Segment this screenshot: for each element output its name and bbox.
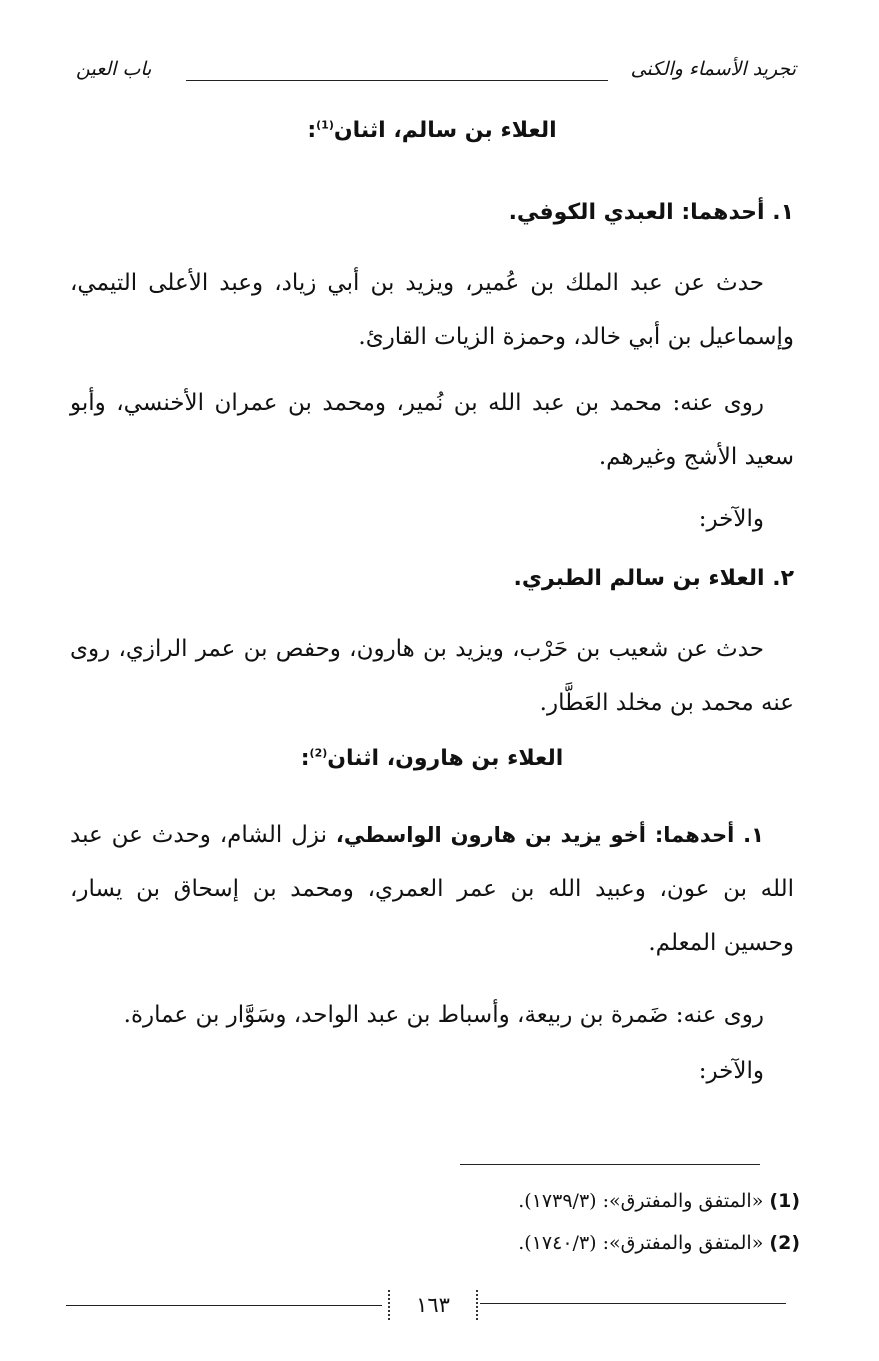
footer-rule-left bbox=[66, 1305, 382, 1306]
footnote-number: (1) bbox=[769, 1190, 800, 1212]
footnote-text: «المتفق والمفترق»: (١٧٣٩/٣). bbox=[518, 1190, 764, 1212]
entry-title: ٢. العلاء بن سالم الطبري. bbox=[513, 566, 794, 591]
heading-suffix: : bbox=[307, 118, 317, 143]
chapter-title: باب العين bbox=[76, 58, 152, 80]
page-number: ١٦٣ bbox=[388, 1290, 478, 1320]
section-heading-text: العلاء بن هارون، اثنان bbox=[327, 746, 564, 771]
running-header bbox=[76, 58, 796, 98]
paragraph-text: حدث عن عبد الملك بن عُمير، ويزيد بن أبي زياد، وعبد الأعلى التيمي، وإسماعيل بن أبي خالد، وحمزة الزيات القارئ. bbox=[70, 270, 794, 350]
footnotes bbox=[70, 1180, 800, 1264]
closing-label: والآخر: bbox=[698, 506, 764, 532]
footnote-ref: (1) bbox=[316, 118, 334, 132]
entry-title: ١. أحدهما: العبدي الكوفي. bbox=[508, 200, 794, 225]
closing-text bbox=[70, 1044, 794, 1098]
section-heading-text: العلاء بن سالم، اثنان bbox=[333, 118, 557, 143]
footer-rule-right bbox=[480, 1303, 786, 1304]
footnote-item bbox=[70, 1222, 800, 1264]
footnote-number: (2) bbox=[769, 1232, 800, 1254]
entry-paragraph bbox=[70, 808, 794, 970]
closing-text bbox=[70, 492, 794, 546]
paragraph-text: روى عنه: محمد بن عبد الله بن نُمير، ومحمد بن عمران الأخنسي، وأبو سعيد الأشج وغيرهم. bbox=[70, 390, 794, 470]
page-footer bbox=[66, 1290, 786, 1330]
closing-label: والآخر: bbox=[698, 1058, 764, 1084]
entry-paragraph bbox=[70, 376, 794, 484]
header-rule bbox=[186, 80, 608, 81]
entry-paragraph bbox=[70, 256, 794, 364]
paragraph-text: نزل الشام، وحدث عن عبد الله بن عون، وعبيد الله بن عمر العمري، ومحمد بن إسحاق بن يسار، وحسين المعلم. bbox=[70, 822, 794, 956]
entry-paragraph bbox=[70, 988, 794, 1042]
heading-suffix: : bbox=[300, 746, 310, 771]
footnote-item bbox=[70, 1180, 800, 1222]
paragraph-text: روى عنه: ضَمرة بن ربيعة، وأسباط بن عبد الواحد، وسَوَّار بن عمارة. bbox=[123, 1002, 764, 1028]
book-title: تجريد الأسماء والكنى bbox=[630, 58, 796, 80]
footnote-text: «المتفق والمفترق»: (١٧٤٠/٣). bbox=[518, 1232, 764, 1254]
footnote-rule bbox=[460, 1164, 760, 1165]
entry-title-inline: ١. أحدهما: أخو يزيد بن هارون الواسطي، bbox=[335, 823, 764, 847]
section-heading-1 bbox=[70, 118, 794, 143]
section-heading-2 bbox=[70, 746, 794, 771]
entry-paragraph bbox=[70, 622, 794, 730]
footnote-ref: (2) bbox=[309, 746, 328, 760]
paragraph-text: حدث عن شعيب بن حَرْب، ويزيد بن هارون، وحفص بن عمر الرازي، روى عنه محمد بن مخلد العَطَّار. bbox=[70, 636, 794, 716]
